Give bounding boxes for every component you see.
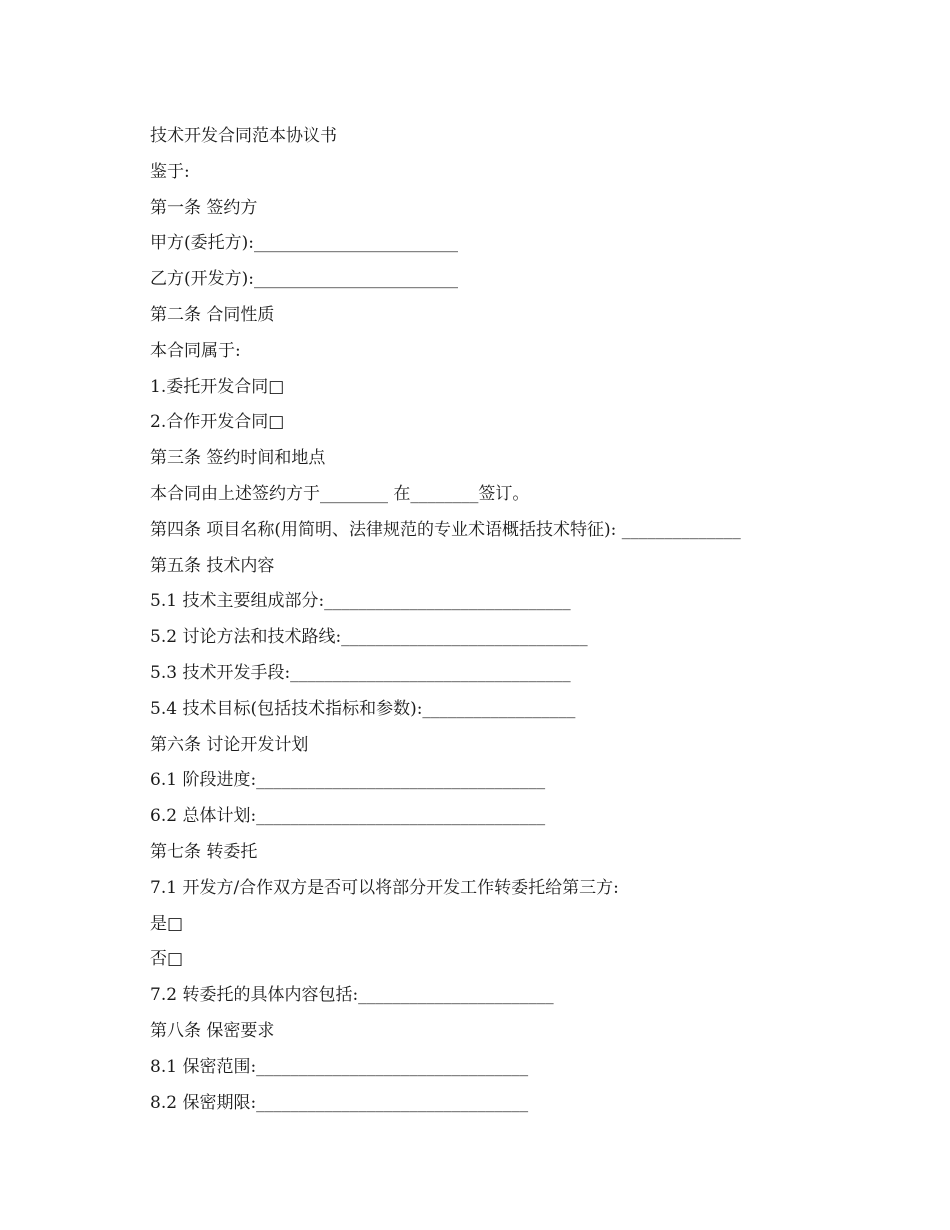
clause-5-1: 5.1 技术主要组成部分:_____________________________ bbox=[150, 591, 571, 612]
clause-7-1: 7.1 开发方/合作双方是否可以将部分开发工作转委托给第三方: bbox=[150, 877, 619, 898]
checkbox-option-no: 否□ bbox=[150, 949, 184, 970]
party-a-field: 甲方(委托方):________________________ bbox=[150, 233, 458, 254]
contract-type-intro: 本合同属于: bbox=[150, 340, 241, 361]
clause-6-1: 6.1 阶段进度:__________________________________ bbox=[150, 770, 546, 791]
article-5-heading: 第五条 技术内容 bbox=[150, 555, 275, 576]
contract-type-option-2: 2.合作开发合同□ bbox=[150, 412, 285, 433]
article-8-heading: 第八条 保密要求 bbox=[150, 1020, 275, 1041]
clause-5-3: 5.3 技术开发手段:_________________________________ bbox=[150, 662, 571, 683]
article-2-heading: 第二条 合同性质 bbox=[150, 304, 275, 325]
document-body bbox=[150, 119, 850, 1121]
clause-8-1: 8.1 保密范围:________________________________ bbox=[150, 1056, 529, 1077]
article-7-heading: 第七条 转委托 bbox=[150, 841, 258, 862]
article-4-project-name: 第四条 项目名称(用简明、法律规范的专业术语概括技术特征): ______________ bbox=[150, 519, 741, 540]
clause-7-2: 7.2 转委托的具体内容包括:_______________________ bbox=[150, 985, 554, 1006]
checkbox-option-yes: 是□ bbox=[150, 913, 184, 934]
clause-5-4: 5.4 技术目标(包括技术指标和参数):__________________ bbox=[150, 698, 576, 719]
contract-type-option-1: 1.委托开发合同□ bbox=[150, 376, 285, 397]
clause-6-2: 6.2 总体计划:__________________________________ bbox=[150, 806, 546, 827]
article-6-heading: 第六条 讨论开发计划 bbox=[150, 734, 309, 755]
clause-5-2: 5.2 讨论方法和技术路线:_____________________________ bbox=[150, 627, 588, 648]
article-3-heading: 第三条 签约时间和地点 bbox=[150, 448, 326, 469]
clause-8-2: 8.2 保密期限:________________________________ bbox=[150, 1092, 529, 1113]
document-title: 技术开发合同范本协议书 bbox=[150, 126, 337, 146]
preamble: 鉴于: bbox=[150, 161, 190, 182]
article-1-heading: 第一条 签约方 bbox=[150, 197, 258, 218]
party-b-field: 乙方(开发方):________________________ bbox=[150, 269, 458, 290]
signing-time-place-field: 本合同由上述签约方于________ 在________签订。 bbox=[150, 483, 530, 504]
